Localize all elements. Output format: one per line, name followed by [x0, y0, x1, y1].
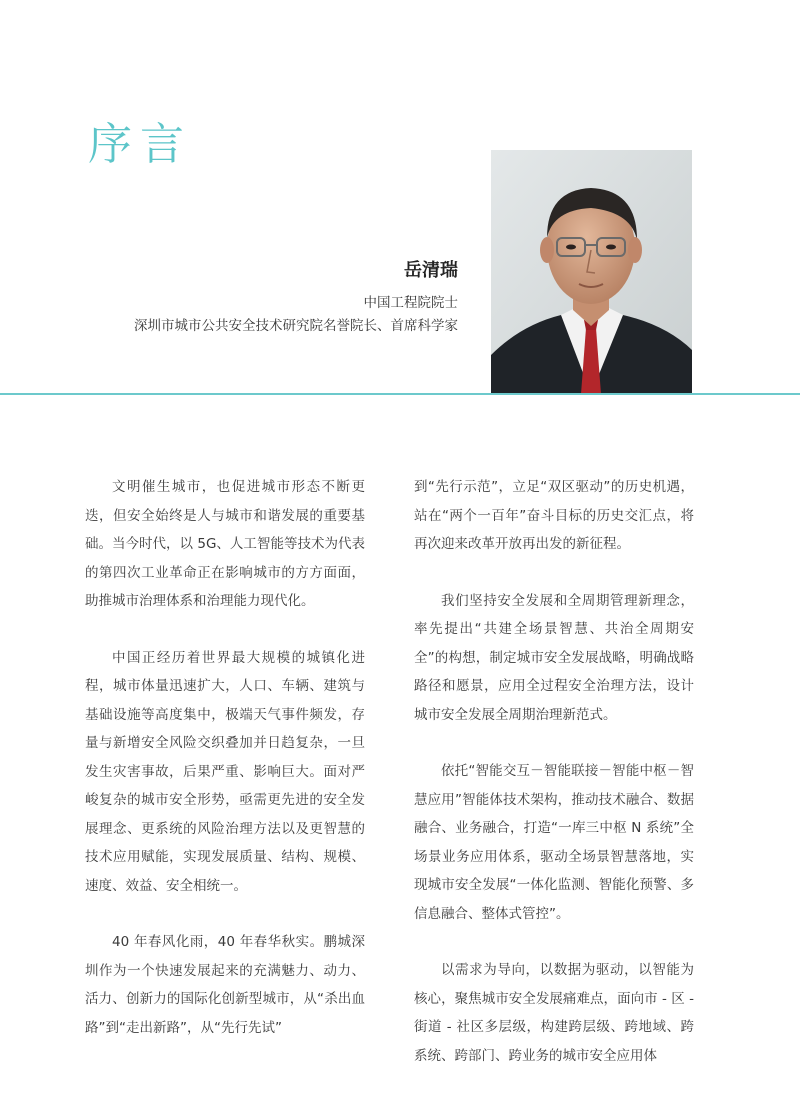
page-title: 序言	[88, 119, 192, 170]
author-title-2: 深圳市城市公共安全技术研究院名誉院长、首席科学家	[134, 318, 458, 334]
paragraph-continuation: 到“先行示范”，立足“双区驱动”的历史机遇，站在“两个一百年”奋斗目标的历史交汇点，将再次迎来改革开放再出发的新征程。	[414, 479, 694, 552]
author-block	[134, 256, 458, 338]
paragraph: 文明催生城市，也促进城市形态不断更迭，但安全始终是人与城市和谐发展的重要基础。当今时代，以 5G、人工智能等技术为代表的第四次工业革命正在影响城市的方方面面，助推城市治理体系和治理能力现代化。	[85, 479, 365, 609]
header-divider	[0, 393, 800, 395]
paragraph: 以需求为导向，以数据为驱动，以智能为核心，聚焦城市安全发展痛难点，面向市 - 区 - 街道 - 社区多层级，构建跨层级、跨地域、跨系统、跨部门、跨业务的城市安全应用体	[414, 962, 694, 1064]
paragraph: 中国正经历着世界最大规模的城镇化进程，城市体量迅速扩大，人口、车辆、建筑与基础设施等高度集中，极端天气事件频发，存量与新增安全风险交织叠加并日趋复杂，一旦发生灾害事故，后果严重、影响巨大。面对严峻复杂的城市安全形势，亟需更先进的安全发展理念、更系统的风险治理方法以及更智慧的技术应用赋能，实现发展质量、结构、规模、速度、效益、安全相统一。	[85, 649, 365, 894]
author-name: 岳清瑞	[404, 260, 458, 281]
portrait-image	[491, 150, 692, 394]
body-column-left	[85, 473, 365, 1070]
paragraph: 40 年春风化雨，40 年春华秋实。鹏城深圳作为一个快速发展起来的充满魅力、动力、活力、创新力的国际化创新型城市，从“杀出血路”到“走出新路”，从“先行先试”	[85, 934, 365, 1036]
paragraph: 我们坚持安全发展和全周期管理新理念，率先提出“共建全场景智慧、共治全周期安全”的构想，制定城市安全发展战略，明确战略路径和愿景，应用全过程安全治理方法，设计城市安全发展全周期治理新范式。	[414, 592, 694, 723]
author-portrait	[491, 150, 692, 394]
paragraph: 依托“智能交互－智能联接－智能中枢－智慧应用”智能体技术架构，推动技术融合、数据融合、业务融合，打造“一库三中枢 N 系统”全场景业务应用体系，驱动全场景智慧落地，实现城市安全发展“一体化监测、智能化预警、多信息融合、整体式管控”。	[414, 763, 694, 922]
author-title-1: 中国工程院院士	[363, 295, 458, 311]
body-column-right	[414, 473, 694, 1098]
